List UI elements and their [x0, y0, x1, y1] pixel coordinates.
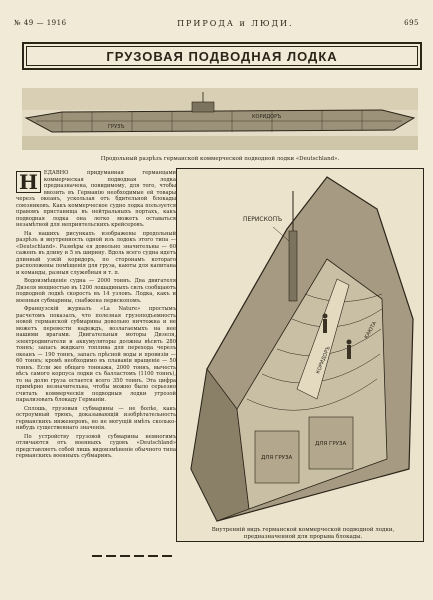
ornament-divider — [92, 552, 172, 560]
label-cabin: КАЮТА — [363, 320, 379, 340]
paragraph-1-text: ЕДАВНО придуманная германцами коммерческая подводная лодка предназначена, повидимому, для того, чтобы ввозить въ Германію необходимые ей товары черезъ океанъ, ускользая отъ бдительной блокады союзниковъ. Какъ коммерческое судно лодка пользуется правомъ пристанища въ нейтральныхъ портахъ, какъ подводная лодка она легко можетъ оставаться незамѣтной для неприятельскихъ крейсеровъ. — [16, 170, 176, 228]
paragraph-6: По устройству грузовой субмарины немногимъ отличаются отъ военныхъ судовъ «Deutschland» представляетъ собой лишь видоизмѣненіе обычного типа германскихъ военныхъ субмаринъ. — [16, 433, 176, 459]
longitudinal-section-illustration — [22, 88, 418, 150]
article-text — [16, 170, 176, 462]
paragraph-4: Французскій журналъ «La Nature» простымъ расчетомъ показалъ, что полезная грузоподъемность новой германской субмарины довольно ничтожна и не можетъ перевести надеждъ, возлагаемыхъ на нее нашими врагами. Двигательныя моторы Дизеля, электродвигатели и аккумуляторы должны вѣсить 280 тоннъ; запасъ жидкаго топлива для перехода черезъ океанъ — 190 тоннъ, запасъ прѣсной воды и провизіи — 60 тоннъ; кромѣ необходимо въ плаваніи вращеніе — 50 тоннъ. Если же общаго тоннажа, 2000 тоннъ, вычесть вѣсъ самого корпуса лодки съ балластомъ (1100 тоннъ), то на долю груза остается всего 350 тоннъ. Эта цифра примѣрно незначительна, чтобы можно было серьезно считать коммерческія подводныя лодки угрозой парализовать блокаду Германіи. — [16, 306, 176, 403]
journal-title: ПРИРОДА и ЛЮДИ. — [177, 18, 294, 28]
article-title-box — [22, 42, 422, 70]
page-number: 695 — [404, 19, 419, 27]
page-header — [14, 16, 419, 30]
paragraph-5: Сплошь, грузовыя субмарины — не болѣе, какъ остроумный трюкъ, доказывающій изобрѣтательность германскихъ инженеровъ, но не могущій имѣть сколько-нибудь существеннаго значенія. — [16, 405, 176, 431]
top-figure-caption: Продольный разрѣзъ германской коммерческой подводной лодки «Deutschland». — [100, 156, 340, 162]
article-title: ГРУЗОВАЯ ПОДВОДНАЯ ЛОДКА — [106, 48, 338, 64]
label-cargo-left: ДЛЯ ГРУЗА — [261, 455, 293, 461]
drop-cap: Н — [16, 171, 41, 193]
label-cargo-right: ДЛЯ ГРУЗА — [315, 441, 347, 447]
paragraph-3: Водоизмѣщеніе судна — 2000 тоннъ. Два двигателя Дизеля мощностью въ 1200 лошадиныхъ силъ сообщаютъ подводной лодкѣ скорость въ 14 узловъ. Лодка, какъ и военныя субмарины, снабжена перископомъ. — [16, 278, 176, 304]
label-periscope: ПЕРИСКОПЪ — [243, 216, 283, 223]
cutaway-illustration — [176, 168, 424, 542]
top-label-corridor: КОРИДОРЪ — [252, 114, 282, 120]
top-label-cargo: ГРУЗЪ — [108, 124, 125, 130]
label-corridor: КОРИДОРЪ — [315, 345, 332, 375]
issue-number: № 49 — 1916 — [14, 19, 67, 27]
cutaway-caption: Внутренній видъ германской коммерческой подводной лодки, предназначенной для прорыва блокады. — [211, 527, 395, 540]
paragraph-2: На нашихъ рисункахъ изображены продольный разрѣзъ и внутренность одной изъ лодокъ этого типа — «Deutschland». Размѣры ея довольно значительны — 60 саженъ въ длину и 5 въ ширину. Вдоль всего судна идетъ длинный узкій коридоръ, по сторонамъ котораго расположены помѣщенія для груза, каюты для капитана и команды, разныя служебныя и т. п. — [16, 230, 176, 276]
paragraph-1 — [16, 170, 176, 229]
